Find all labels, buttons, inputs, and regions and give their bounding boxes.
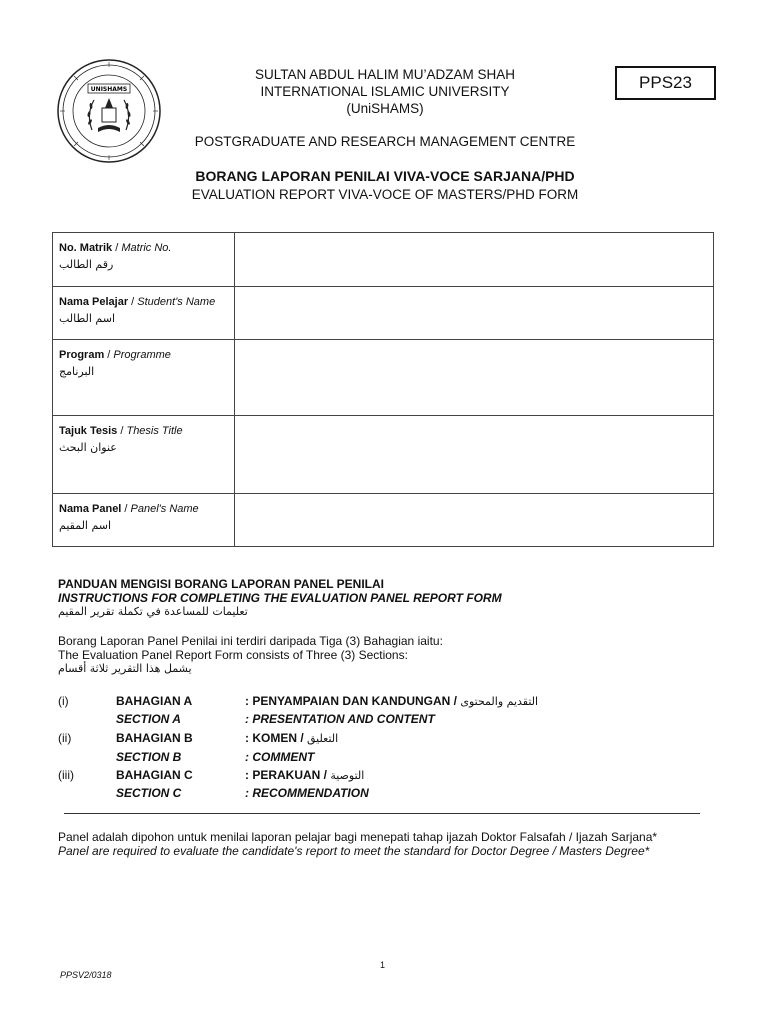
panel-note-malay: Panel adalah dipohon untuk menilai laporan pelajar bagi menepati tahap ijazah Doktor Falsafah / Ijazah Sarjana* (58, 830, 658, 844)
university-line-2: INTERNATIONAL ISLAMIC UNIVERSITY (260, 84, 510, 99)
section-desc-malay: : PENYAMPAIAN DAN KANDUNGAN / التقديم والمحتوى (245, 694, 539, 708)
field-label-panel-name: Nama Panel / Panel's Name اسم المقيم (53, 494, 235, 547)
field-label-thesis-title: Tajuk Tesis / Thesis Title عنوان البحث (53, 416, 235, 494)
instructions-heading-malay: PANDUAN MENGISI BORANG LAPORAN PANEL PENILAI (58, 577, 385, 591)
section-label-english: SECTION B (116, 750, 182, 764)
section-divider (64, 813, 700, 814)
field-row-thesis-title (53, 416, 714, 494)
field-label-student-name: Nama Pelajar / Student's Name اسم الطالب (53, 287, 235, 340)
centre-name: POSTGRADUATE AND RESEARCH MANAGEMENT CENTRE (194, 134, 576, 149)
section-desc-malay: : KOMEN / التعليق (245, 731, 339, 745)
university-name (150, 66, 620, 117)
instructions-heading-english: INSTRUCTIONS FOR COMPLETING THE EVALUATION PANEL REPORT FORM (58, 591, 502, 605)
document-code: PPSV2/0318 (60, 970, 112, 980)
field-row-matric (53, 233, 714, 287)
university-line-3: (UniSHAMS) (346, 101, 424, 116)
intro-english: The Evaluation Panel Report Form consists of Three (3) Sections: (58, 648, 408, 662)
thesis-title-input[interactable] (235, 416, 714, 494)
section-label-english: SECTION A (116, 712, 181, 726)
student-name-input[interactable] (235, 287, 714, 340)
form-code-box: PPS23 (615, 66, 716, 100)
field-row-programme (53, 340, 714, 416)
page-number: 1 (380, 960, 386, 970)
instructions-heading-arabic: تعليمات للمساعدة في تكملة تقرير المقيم (58, 605, 248, 618)
section-number: (ii) (58, 731, 72, 745)
form-title-english: EVALUATION REPORT VIVA-VOCE OF MASTERS/PHD FORM (191, 187, 579, 202)
field-label-programme: Program / Programme البرنامج (53, 340, 235, 416)
intro-malay: Borang Laporan Panel Penilai ini terdiri daripada Tiga (3) Bahagian iaitu: (58, 634, 443, 648)
form-title-malay: BORANG LAPORAN PENILAI VIVA-VOCE SARJANA/PHD (195, 168, 575, 184)
field-label-matric: No. Matrik / Matric No. رقم الطالب (53, 233, 235, 287)
section-label-malay: BAHAGIAN B (116, 731, 193, 745)
instructions-intro (58, 634, 718, 676)
university-logo (56, 58, 162, 164)
section-desc-english: : PRESENTATION AND CONTENT (245, 712, 435, 726)
university-line-1: SULTAN ABDUL HALIM MU’ADZAM SHAH (254, 67, 516, 82)
section-desc-english: : RECOMMENDATION (245, 786, 369, 800)
instructions-heading (58, 577, 718, 619)
panel-name-input[interactable] (235, 494, 714, 547)
intro-arabic: يشمل هذا التقرير ثلاثة أقسام (58, 662, 192, 675)
section-desc-english: : COMMENT (245, 750, 315, 764)
logo-text: UNISHAMS (90, 86, 128, 93)
field-row-student-name (53, 287, 714, 340)
section-label-english: SECTION C (116, 786, 182, 800)
programme-input[interactable] (235, 340, 714, 416)
student-info-table (52, 232, 714, 547)
section-number: (i) (58, 694, 69, 708)
field-row-panel-name (53, 494, 714, 547)
section-number: (iii) (58, 768, 74, 782)
panel-note (58, 830, 718, 858)
section-desc-malay: : PERAKUAN / التوصية (245, 768, 365, 782)
matric-input[interactable] (235, 233, 714, 287)
panel-note-english: Panel are required to evaluate the candidate's report to meet the standard for Doctor Degree / Masters Degree* (58, 844, 650, 858)
section-label-malay: BAHAGIAN A (116, 694, 193, 708)
section-label-malay: BAHAGIAN C (116, 768, 193, 782)
